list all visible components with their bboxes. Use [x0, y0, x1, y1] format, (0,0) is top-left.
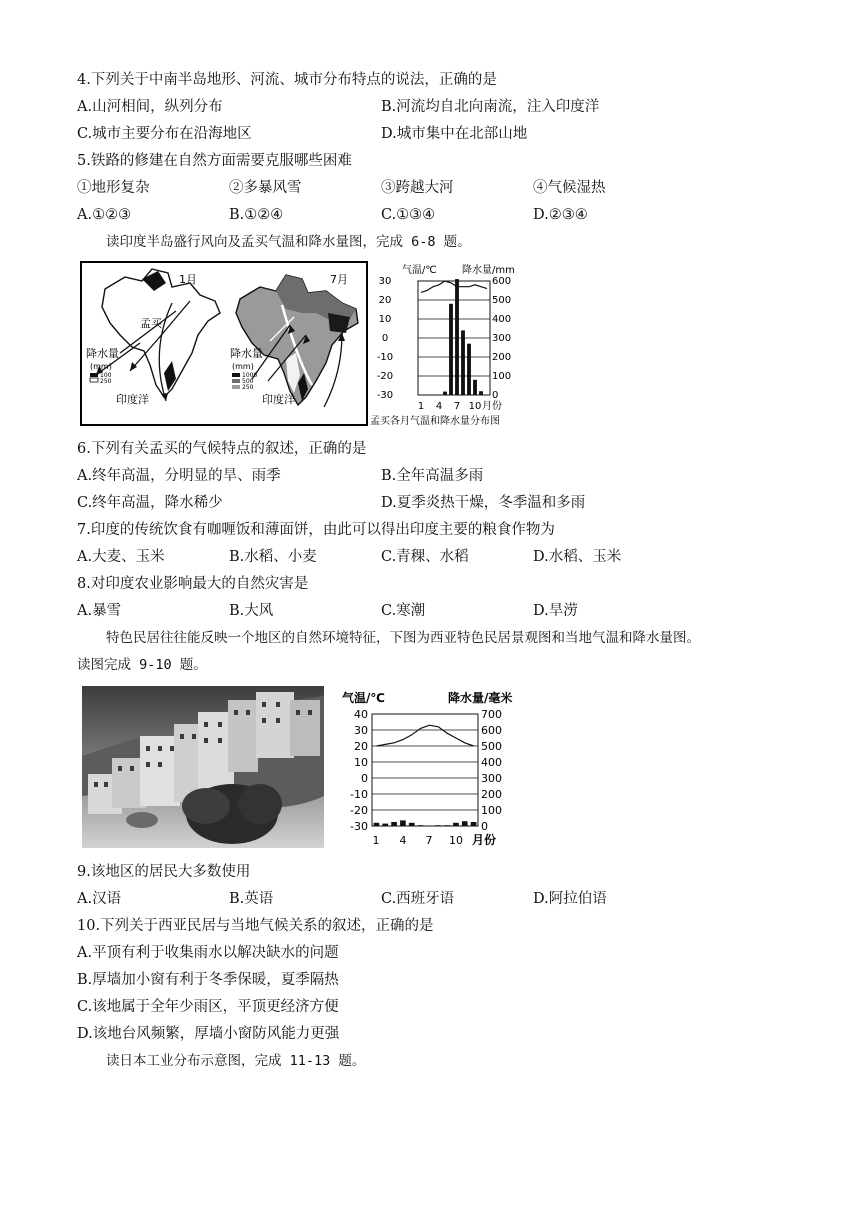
- mumbai-label: 孟买: [140, 317, 162, 330]
- jul-month-label: 7月: [330, 273, 348, 286]
- chart2-temperature-line: [376, 725, 473, 746]
- q5-option-d: D.②③④: [533, 207, 588, 223]
- q6-option-c: C.终年高温，降水稀少: [77, 495, 223, 511]
- jul-legend-swatch-2: [232, 379, 240, 383]
- jul-precip-label: 降水量: [230, 347, 263, 360]
- chart2-precip-tick: 200: [481, 788, 502, 801]
- q4-option-c: C.城市主要分布在沿海地区: [77, 126, 252, 142]
- jan-legend-swatch-1: [90, 373, 98, 377]
- precip-bar-month-12: [471, 822, 477, 826]
- q9-option-d: D.阿拉伯语: [533, 891, 607, 907]
- q5-option-c: C.①③④: [381, 207, 436, 223]
- q6-option-d: D.夏季炎热干燥，冬季温和多雨: [381, 495, 586, 511]
- chart2-x-tick: 1: [372, 834, 380, 847]
- chart1-x-tick: 10: [468, 401, 482, 412]
- q5-item-4: ④气候湿热: [533, 180, 606, 196]
- q10-stem: 10.下列关于西亚民居与当地气候关系的叙述，正确的是: [77, 918, 434, 934]
- chart1-temp-axis-label: 气温/℃: [402, 265, 437, 276]
- intro-6-8: 读印度半岛盛行风向及孟买气温和降水量图，完成 6-8 题。: [106, 234, 471, 250]
- chart1-x-tick: 4: [435, 401, 443, 412]
- chart2-precip-axis-label: 降水量/毫米: [448, 691, 513, 705]
- chart1-x-unit: 月份: [482, 401, 502, 412]
- precip-bar-month-9: [467, 344, 471, 395]
- jul-unit-label: (mm): [232, 362, 254, 371]
- jan-legend-2: 250: [100, 378, 112, 385]
- q10-option-a: A.平顶有利于收集雨水以解决缺水的问题: [77, 945, 339, 961]
- chart1-temp-tick: -10: [376, 352, 394, 363]
- q8-option-d: D.旱涝: [533, 603, 578, 619]
- q4-option-a: A.山河相间，纵列分布: [77, 99, 223, 115]
- jul-legend-swatch-1: [232, 373, 240, 377]
- chart1-precip-tick: 600: [492, 276, 512, 287]
- intro-9-10-line2: 读图完成 9-10 题。: [77, 657, 207, 673]
- chart2-x-tick: 7: [425, 834, 433, 847]
- jan-unit-label: (mm): [90, 362, 112, 371]
- q9-option-c: C.西班牙语: [381, 891, 455, 907]
- chart2-temp-tick: -10: [350, 788, 368, 801]
- chart1-x-tick: 1: [417, 401, 425, 412]
- chart1-caption: 孟买各月气温和降水量分布图: [370, 416, 500, 427]
- q10-option-c: C.该地属于全年少雨区，平顶更经济方便: [77, 999, 339, 1015]
- precip-bar-month-11: [479, 391, 483, 395]
- chart1-temp-tick: 30: [378, 276, 392, 287]
- west-asia-dwelling-photo: [82, 686, 324, 848]
- chart2-plot-frame: [372, 714, 478, 826]
- chart2-temp-tick: 40: [354, 708, 368, 721]
- q7-option-a: A.大麦、玉米: [77, 549, 165, 565]
- precip-bar-month-7: [455, 279, 459, 395]
- chart1-temp-tick: 0: [381, 333, 389, 344]
- chart2-precip-tick: 300: [481, 772, 502, 785]
- q8-stem: 8.对印度农业影响最大的自然灾害是: [77, 576, 309, 592]
- chart2-precip-tick: 500: [481, 740, 502, 753]
- chart2-temp-tick: -20: [350, 804, 368, 817]
- jul-legend-3: 250: [242, 384, 254, 391]
- q8-option-a: A.暴雪: [77, 603, 122, 619]
- q4-option-b: B.河流均自北向南流，注入印度洋: [381, 99, 600, 115]
- chart2-temp-tick: -30: [350, 820, 368, 833]
- q8-option-b: B.大风: [229, 603, 274, 619]
- q4-stem: 4.下列关于中南半岛地形、河流、城市分布特点的说法，正确的是: [77, 72, 497, 88]
- chart1-temp-tick: 20: [378, 295, 392, 306]
- chart1-precip-tick: 300: [492, 333, 512, 344]
- chart1-precip-tick: 400: [492, 314, 512, 325]
- q6-option-a: A.终年高温，分明显的旱、雨季: [77, 468, 281, 484]
- precip-bar-month-3: [391, 822, 397, 826]
- jan-ocean-label: 印度洋: [116, 393, 149, 406]
- q9-option-a: A.汉语: [77, 891, 122, 907]
- jan-legend-swatch-2: [90, 378, 98, 382]
- chart2-x-unit: 月份: [472, 833, 497, 847]
- precip-bar-month-11: [462, 821, 468, 826]
- q7-stem: 7.印度的传统饮食有咖喱饭和薄面饼，由此可以得出印度主要的粮食作物为: [77, 522, 555, 538]
- q5-item-3: ③跨越大河: [381, 180, 454, 196]
- q5-option-a: A.①②③: [77, 207, 132, 223]
- chart1-temp-tick: -20: [376, 371, 394, 382]
- jan-month-label: 1月: [179, 273, 197, 286]
- jul-legend-swatch-3: [232, 385, 240, 389]
- india-monsoon-maps: [80, 261, 368, 426]
- chart2-temp-axis-label: 气温/℃: [342, 691, 385, 705]
- chart2-x-tick: 10: [449, 834, 463, 847]
- west-asia-climate-chart: [338, 688, 534, 850]
- chart2-x-tick: 4: [399, 834, 407, 847]
- q6-stem: 6.下列有关孟买的气候特点的叙述，正确的是: [77, 441, 367, 457]
- jul-legend-1: 1000: [242, 372, 258, 379]
- q5-item-2: ②多暴风雪: [229, 180, 302, 196]
- chart1-x-tick: 7: [453, 401, 461, 412]
- jan-legend-1: 100: [100, 372, 112, 379]
- chart1-precip-tick: 0: [492, 390, 499, 401]
- chart2-precip-tick: 400: [481, 756, 502, 769]
- q5-option-b: B.①②④: [229, 207, 284, 223]
- chart2-temp-tick: 20: [354, 740, 368, 753]
- chart1-precip-axis-label: 降水量/mm: [462, 265, 515, 276]
- chart1-precip-tick: 500: [492, 295, 512, 306]
- q10-option-b: B.厚墙加小窗有利于冬季保暖，夏季隔热: [77, 972, 339, 988]
- q7-option-c: C.青稞、水稻: [381, 549, 469, 565]
- jul-legend-2: 500: [242, 378, 254, 385]
- precip-bar-month-5: [443, 392, 447, 395]
- chart2-temp-tick: 0: [361, 772, 368, 785]
- chart1-precip-tick: 200: [492, 352, 512, 363]
- q8-option-c: C.寒潮: [381, 603, 426, 619]
- precip-bar-month-6: [449, 304, 453, 395]
- chart2-precip-tick: 700: [481, 708, 502, 721]
- chart1-temp-tick: -30: [376, 390, 394, 401]
- jan-precip-label: 降水量: [86, 347, 119, 360]
- precip-bar-month-8: [461, 330, 465, 395]
- chart2-precip-tick: 0: [481, 820, 488, 833]
- q7-option-d: D.水稻、玉米: [533, 549, 622, 565]
- q10-option-d: D.该地台风频繁，厚墙小窗防风能力更强: [77, 1026, 340, 1042]
- chart2-temp-tick: 30: [354, 724, 368, 737]
- precip-bar-month-10: [473, 380, 477, 395]
- mumbai-climate-chart: [370, 261, 546, 429]
- chart2-precip-tick: 100: [481, 804, 502, 817]
- q6-option-b: B.全年高温多雨: [381, 468, 484, 484]
- q5-item-1: ①地形复杂: [77, 180, 150, 196]
- q9-option-b: B.英语: [229, 891, 274, 907]
- q5-stem: 5.铁路的修建在自然方面需要克服哪些困难: [77, 153, 352, 169]
- intro-9-10-line1: 特色民居往往能反映一个地区的自然环境特征，下图为西亚特色民居景观图和当地气温和降水量图。: [106, 630, 700, 646]
- jul-ocean-label: 印度洋: [262, 393, 295, 406]
- chart1-temp-tick: 10: [378, 314, 392, 325]
- intro-11-13: 读日本工业分布示意图，完成 11-13 题。: [106, 1053, 366, 1069]
- q4-option-d: D.城市集中在北部山地: [381, 126, 528, 142]
- precip-bar-month-4: [400, 820, 406, 826]
- chart1-temperature-line: [421, 281, 487, 292]
- q9-stem: 9.该地区的居民大多数使用: [77, 864, 251, 880]
- chart2-precip-tick: 600: [481, 724, 502, 737]
- q7-option-b: B.水稻、小麦: [229, 549, 317, 565]
- chart1-precip-tick: 100: [492, 371, 512, 382]
- chart2-temp-tick: 10: [354, 756, 368, 769]
